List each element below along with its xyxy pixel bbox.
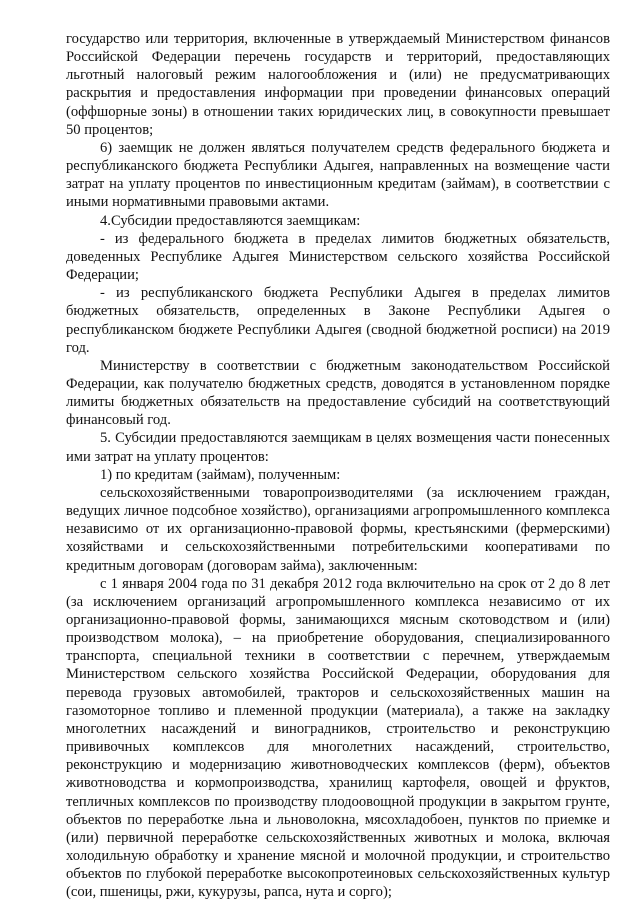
paragraph-item-6: 6) заемщик не должен являться получателем средств федерального бюджета и республиканского бюджета Республики Адыгея, направленных на возмещение части затрат на уплату процентов по инвестиционным кредитам (займам), в соответствии с иными нормативными правовыми актами. — [66, 139, 610, 211]
paragraph-offshore-continuation: государство или территория, включенные в утверждаемый Министерством финансов Российской Федерации перечень государств и территорий, предоставляющих льготный налоговый режим налогообложения и (или) не предусматривающих раскрытия и предоставления информации при проведении финансовых операций (оффшорные зоны) в отношении таких юридических лиц, в совокупности превышает 50 процентов; — [66, 31, 610, 138]
paragraph-federal-budget: - из федерального бюджета в пределах лимитов бюджетных обязательств, доведенных Республике Адыгея Министерством сельского хозяйства Российской Федерации; — [66, 230, 610, 284]
paragraph-ministry-limits: Министерству в соответствии с бюджетным законодательством Российской Федерации, как получателю бюджетных средств, доводятся в установленном порядке лимиты бюджетных обязательств на предоставление субсидий на соответствующий финансовый год. — [66, 357, 610, 429]
paragraph-item-4: 4.Субсидии предоставляются заемщикам: — [100, 212, 361, 229]
paragraph-item-5: 5. Субсидии предоставляются заемщикам в целях возмещения части понесенных ими затрат на уплату процентов: — [66, 430, 610, 465]
paragraph-loan-period: с 1 января 2004 года по 31 декабря 2012 года включительно на срок от 2 до 8 лет (за исключением организаций агропромышленного комплекса независимо от их организационно-правовой формы, занимающихся мясным скотоводством и (или) производством молока), – на приобретение оборудования, специализированного транспорта, специальной техники в соответствии с перечнем, утверждаемым Министерством сельского хозяйства Российской Федерации, оборудования для перевода грузовых автомобилей, тракторов и сельскохозяйственных машин на газомоторное топливо и племенной продукции (материала), а также на закладку многолетних насаждений и виноградников, строительство и реконструкцию прививочных комплексов для многолетних насаждений, строительство, реконструкцию и модернизацию животноводческих комплексов (ферм), объектов животноводства и кормопроизводства, хранилищ картофеля, овощей и фруктов, тепличных комплексов по производству плодоовощной продукции в закрытом грунте, объектов по переработке льна и льноволокна, мясохладобоен, пунктов по приемке и (или) первичной переработке сельскохозяйственных животных и молока, включая холодильную обработку и хранение мясной и молочной продукции, и строительство объектов по глубокой переработке высокопротеиновых сельскохозяйственных культур (сои, пшеницы, ржи, кукурузы, рапса, нута и сорго); — [66, 575, 610, 901]
paragraph-republic-budget: - из республиканского бюджета Республики Адыгея в пределах лимитов бюджетных обязательств, определенных в Законе Республики Адыгея о республиканском бюджете Республики Адыгея (сводной бюджетной росписи) на 2019 год. — [66, 285, 610, 356]
paragraph-item-5-1: 1) по кредитам (займам), полученным: — [100, 466, 341, 483]
paragraph-producers: сельскохозяйственными товаропроизводителями (за исключением граждан, ведущих личное подсобное хозяйство), организациями агропромышленного комплекса независимо от их организационно-правовой формы, крестьянскими (фермерскими) хозяйствами и сельскохозяйственными потребительскими кооперативами по кредитным договорам (договорам займа), заключенным: — [66, 484, 610, 574]
document-page — [66, 30, 610, 902]
